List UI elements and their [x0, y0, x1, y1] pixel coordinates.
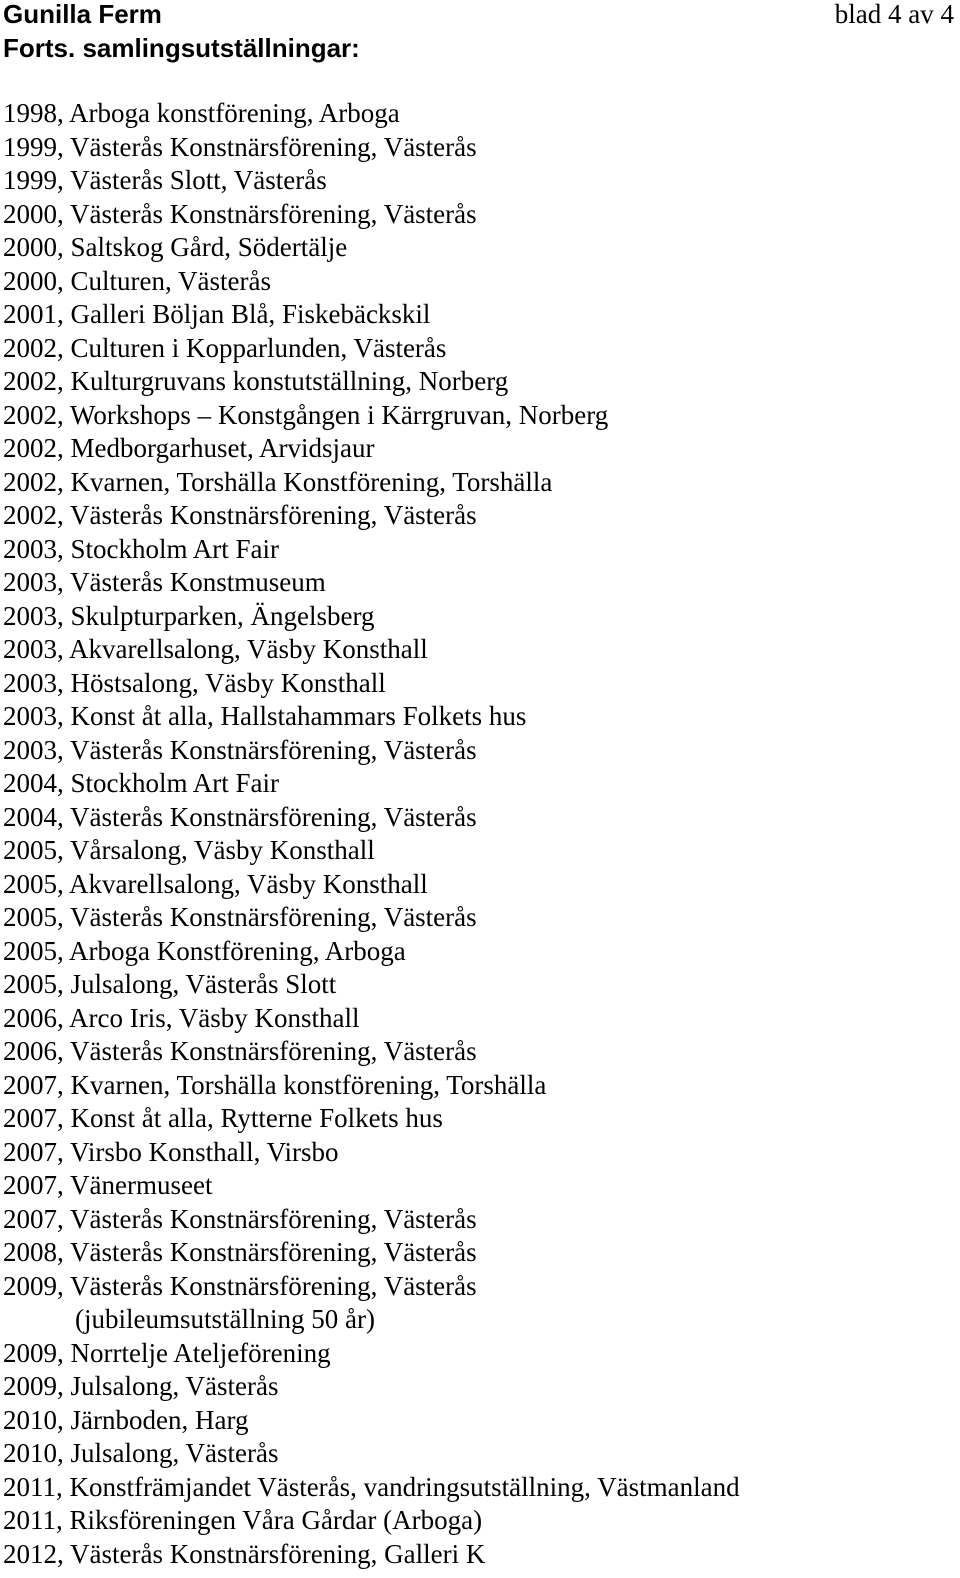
list-item: [3, 734, 740, 768]
entry-text: Västerås Konstnärsförening, Västerås: [63, 1270, 477, 1301]
entry-year: 2003,: [3, 734, 64, 765]
entry-text: Norrtelje Ateljeförening: [63, 1337, 331, 1368]
list-item: [3, 1370, 740, 1404]
entry-text: Julsalong, Västerås Slott: [63, 969, 337, 999]
list-item-note: [3, 1303, 740, 1337]
entry-year: 2006,: [3, 1036, 64, 1066]
list-item: [3, 1236, 740, 1270]
entry-year: 2000,: [3, 265, 64, 296]
list-item: [3, 1471, 740, 1505]
list-item: [3, 265, 740, 299]
entry-year: 2007,: [3, 1069, 64, 1100]
list-item: [3, 1002, 740, 1036]
entry-year: 2009,: [3, 1337, 64, 1368]
list-item: [3, 1102, 740, 1136]
list-item: [3, 131, 740, 165]
list-item: [3, 533, 740, 567]
entry-text: Västerås Konstnärsförening, Galleri K: [63, 1538, 486, 1569]
list-item: [3, 1538, 740, 1572]
entry-year: 2005,: [3, 902, 64, 932]
entry-year: 2005,: [3, 868, 64, 899]
exhibition-list: [3, 97, 740, 1571]
entry-text: Skulpturparken, Ängelsberg: [63, 600, 375, 631]
entry-text: Västerås Konstnärsförening, Västerås: [63, 198, 477, 229]
entry-text: Julsalong, Västerås: [63, 1371, 279, 1401]
entry-year: 2007,: [3, 1103, 64, 1133]
list-item: [3, 767, 740, 801]
list-item: [3, 231, 740, 265]
entry-text: Västerås Konstnärsförening, Västerås: [63, 500, 477, 530]
entry-text: Arco Iris, Väsby Konsthall: [63, 1002, 360, 1033]
list-item: [3, 466, 740, 500]
list-item: [3, 499, 740, 533]
list-item: [3, 935, 740, 969]
entry-year: 2006,: [3, 1002, 64, 1033]
entry-year: 1999,: [3, 165, 64, 195]
entry-year: 2002,: [3, 332, 64, 363]
entry-text: Vårsalong, Väsby Konsthall: [63, 835, 375, 865]
entry-text: Kulturgruvans konstutställning, Norberg: [63, 366, 509, 396]
entry-year: 2002,: [3, 366, 64, 396]
list-item: [3, 667, 740, 701]
list-item: [3, 198, 740, 232]
list-item: [3, 1337, 740, 1371]
list-item: [3, 801, 740, 835]
entry-year: 2003,: [3, 667, 64, 698]
entry-year: 2003,: [3, 701, 64, 731]
list-item: [3, 633, 740, 667]
entry-text: Konstfrämjandet Västerås, vandringsutställning, Västmanland: [62, 1471, 740, 1502]
entry-text: Västerås Konstnärsförening, Västerås: [63, 131, 477, 162]
entry-year: 2007,: [3, 1170, 64, 1200]
entry-year: 2011,: [3, 1505, 63, 1535]
list-item: [3, 365, 740, 399]
list-item: [3, 432, 740, 466]
list-item: [3, 901, 740, 935]
entry-text: Västerås Konstnärsförening, Västerås: [63, 1203, 477, 1234]
entry-text: Västerås Slott, Västerås: [63, 165, 327, 195]
list-item: [3, 700, 740, 734]
entry-year: 2005,: [3, 835, 64, 865]
entry-text: Konst åt alla, Hallstahammars Folkets hus: [63, 701, 527, 731]
list-item: [3, 1270, 740, 1304]
entry-year: 2010,: [3, 1404, 64, 1435]
entry-year: 2000,: [3, 198, 64, 229]
list-item: [3, 600, 740, 634]
entry-year: 2000,: [3, 232, 64, 262]
entry-text: Västerås Konstnärsförening, Västerås: [63, 734, 477, 765]
entry-text: Galleri Böljan Blå, Fiskebäckskil: [63, 299, 431, 329]
entry-year: 2005,: [3, 935, 64, 966]
list-item: [3, 399, 740, 433]
entry-text: (jubileumsutställning 50 år): [75, 1304, 375, 1334]
entry-text: Västerås Konstnärsförening, Västerås: [63, 1237, 477, 1267]
list-item: [3, 868, 740, 902]
entry-year: 2003,: [3, 567, 64, 597]
entry-year: 2001,: [3, 299, 64, 329]
entry-text: Virsbo Konsthall, Virsbo: [63, 1136, 339, 1167]
list-item: [3, 968, 740, 1002]
list-item: [3, 1203, 740, 1237]
entry-year: 2007,: [3, 1203, 64, 1234]
entry-text: Stockholm Art Fair: [63, 533, 279, 564]
entry-year: 1998,: [3, 98, 64, 128]
list-item: [3, 1169, 740, 1203]
entry-year: 2004,: [3, 768, 64, 798]
list-item: [3, 1437, 740, 1471]
list-item: [3, 1504, 740, 1538]
list-item: [3, 1136, 740, 1170]
list-item: [3, 332, 740, 366]
list-item: [3, 1035, 740, 1069]
entry-text: Arboga konstförening, Arboga: [63, 98, 400, 128]
list-item: [3, 164, 740, 198]
entry-text: Akvarellsalong, Väsby Konsthall: [63, 868, 428, 899]
entry-text: Västerås Konstnärsförening, Västerås: [63, 801, 477, 832]
entry-text: Järnboden, Harg: [63, 1404, 249, 1435]
entry-text: Kvarnen, Torshälla konstförening, Torshälla: [63, 1069, 547, 1100]
list-item: [3, 1069, 740, 1103]
list-item: [3, 1404, 740, 1438]
entry-year: 2003,: [3, 533, 64, 564]
entry-text: Julsalong, Västerås: [63, 1438, 279, 1468]
entry-year: 2002,: [3, 399, 64, 430]
entry-text: Workshops – Konstgången i Kärrgruvan, Norberg: [63, 399, 609, 430]
entry-text: Stockholm Art Fair: [63, 768, 279, 798]
entry-year: 2009,: [3, 1371, 64, 1401]
entry-text: Västerås Konstnärsförening, Västerås: [63, 902, 477, 932]
entry-year: 2010,: [3, 1438, 64, 1468]
page-header: [0, 0, 960, 70]
entry-year: 2002,: [3, 433, 64, 463]
entry-text: Culturen, Västerås: [63, 265, 271, 296]
entry-year: 1999,: [3, 131, 64, 162]
list-item: [3, 834, 740, 868]
entry-year: 2002,: [3, 500, 64, 530]
entry-text: Culturen i Kopparlunden, Västerås: [63, 332, 447, 363]
entry-text: Kvarnen, Torshälla Konstförening, Torshälla: [63, 466, 553, 497]
entry-text: Medborgarhuset, Arvidsjaur: [63, 433, 375, 463]
entry-text: Saltskog Gård, Södertälje: [63, 232, 348, 262]
entry-text: Riksföreningen Våra Gårdar (Arboga): [62, 1505, 483, 1535]
entry-year: 2011,: [3, 1471, 63, 1502]
entry-text: Höstsalong, Väsby Konsthall: [63, 667, 386, 698]
entry-year: 2008,: [3, 1237, 64, 1267]
list-item: [3, 97, 740, 131]
entry-text: Arboga Konstförening, Arboga: [63, 935, 406, 966]
entry-year: 2007,: [3, 1136, 64, 1167]
entry-text: Västerås Konstnärsförening, Västerås: [63, 1036, 477, 1066]
page-number: blad 4 av 4: [834, 0, 954, 29]
section-title: Forts. samlingsutställningar:: [3, 33, 360, 63]
entry-text: Vänermuseet: [63, 1170, 213, 1200]
entry-text: Konst åt alla, Rytterne Folkets hus: [63, 1103, 443, 1133]
entry-year: 2004,: [3, 801, 64, 832]
entry-text: Västerås Konstmuseum: [63, 567, 326, 597]
list-item: [3, 566, 740, 600]
entry-text: Akvarellsalong, Väsby Konsthall: [63, 634, 428, 664]
author-name: Gunilla Ferm: [3, 0, 162, 29]
entry-year: 2002,: [3, 466, 64, 497]
entry-year: 2012,: [3, 1538, 64, 1569]
entry-year: 2003,: [3, 600, 64, 631]
entry-year: 2009,: [3, 1270, 64, 1301]
entry-year: 2005,: [3, 969, 64, 999]
entry-year: 2003,: [3, 634, 64, 664]
list-item: [3, 298, 740, 332]
